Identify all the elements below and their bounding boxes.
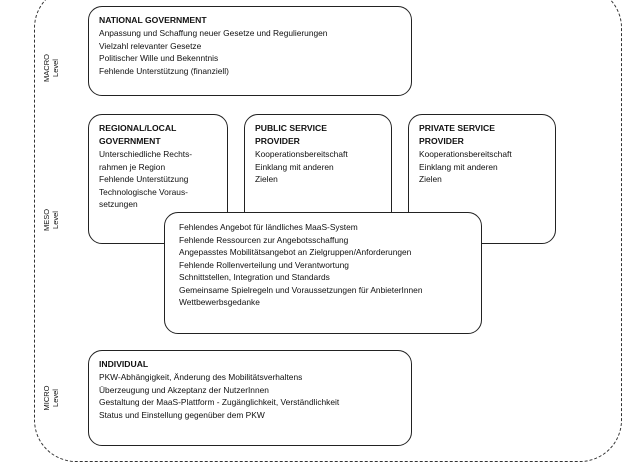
individual-item: Status und Einstellung gegenüber dem PKW <box>99 409 265 420</box>
private-service-provider-title: PRIVATE SERVICE PROVIDER <box>419 123 495 146</box>
shared-item: Fehlendes Angebot für ländliches MaaS-System <box>179 222 358 232</box>
national-item: Anpassung und Schaffung neuer Gesetze und Regulierungen <box>99 28 328 38</box>
regional-item: Technologische Voraus- setzungen <box>99 186 188 209</box>
public-service-provider-title: PUBLIC SERVICE PROVIDER <box>255 123 327 146</box>
shared-item: Gemeinsame Spielregeln und Voraussetzungen für AnbieterInnen <box>179 284 423 295</box>
shared-item: Wettbewerbsgedanke <box>179 297 260 307</box>
national-government-title: NATIONAL GOVERNMENT <box>99 15 207 25</box>
national-item: Fehlende Unterstützung (finanziell) <box>99 65 229 76</box>
national-government-box <box>88 6 412 96</box>
regional-government-title: REGIONAL/LOCAL GOVERNMENT <box>99 123 177 146</box>
regional-item: Unterschiedliche Rechts- rahmen je Region <box>99 149 193 172</box>
individual-item: PKW-Abhängigkeit, Änderung des Mobilitätsverhaltens <box>99 372 303 382</box>
shared-item: Angepasstes Mobilitätsangebot an Zielgruppen/Anforderungen <box>179 247 412 257</box>
private-item: Kooperationsbereitschaft <box>419 149 512 159</box>
individual-box <box>88 350 412 446</box>
micro-level-label: MICRO Level <box>42 385 60 411</box>
individual-title: INDIVIDUAL <box>99 359 149 369</box>
shared-item: Schnittstellen, Integration und Standards <box>179 272 330 282</box>
national-item: Politischer Wille und Bekenntnis <box>99 53 219 63</box>
private-item: Einklang mit anderen Zielen <box>419 161 498 184</box>
public-item: Einklang mit anderen Zielen <box>255 161 334 184</box>
meso-level-label: MESO Level <box>42 208 60 232</box>
macro-level-label: MACRO Level <box>42 54 60 82</box>
shared-challenges-box <box>164 212 482 334</box>
shared-item: Fehlende Ressourcen zur Angebotsschaffung <box>179 234 349 245</box>
individual-item: Gestaltung der MaaS-Plattform - Zugänglichkeit, Verständlichkeit <box>99 397 340 407</box>
shared-item: Fehlende Rollenverteilung und Verantwortung <box>179 259 349 270</box>
regional-item: Fehlende Unterstützung <box>99 174 189 184</box>
individual-item: Überzeugung und Akzeptanz der NutzerInnen <box>99 384 269 395</box>
national-item: Vielzahl relevanter Gesetze <box>99 40 202 51</box>
public-item: Kooperationsbereitschaft <box>255 149 348 159</box>
